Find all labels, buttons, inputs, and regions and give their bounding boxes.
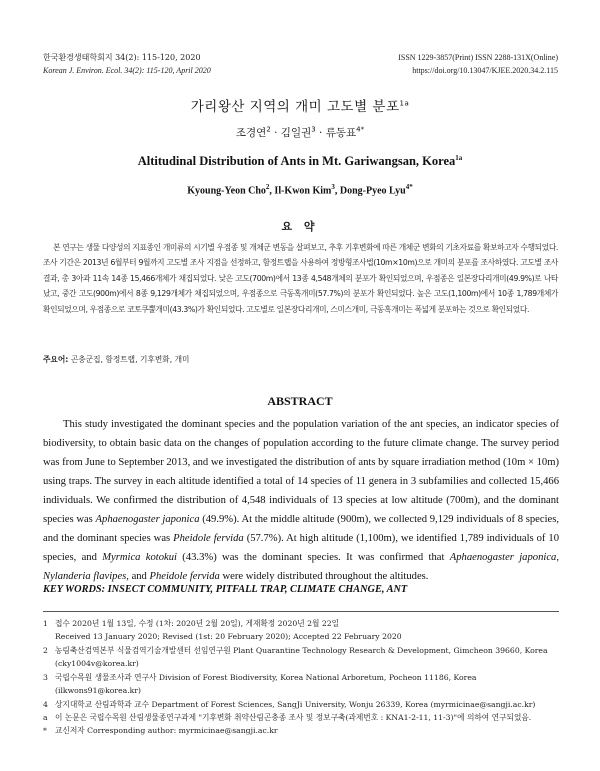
species-name: Aphaenogaster japonica <box>449 552 557 563</box>
species-name: Nylanderia flavipes <box>43 571 127 582</box>
author-separator: · <box>270 127 281 139</box>
author-separator: · <box>315 127 326 139</box>
author-en-2: Il-Kwon Kim <box>274 185 332 197</box>
footnote-marker: a <box>43 713 48 722</box>
footnote-4-affiliation: 상지대학교 산림과학과 교수 Department of Forest Sciences, SangJi University, Wonju 26339, Korea (myrmicinae@sangji.ac.kr) <box>55 700 536 709</box>
footnote-2-email[interactable]: (cky1004v@korea.kr) <box>55 659 139 668</box>
issn-line: ISSN 1229-3857(Print) ISSN 2288-131X(Online) <box>398 53 558 62</box>
species-name: Myrmica kotokui <box>102 552 177 563</box>
footnote-3 <box>43 671 559 697</box>
author-en-1: Kyoung-Yeon Cho <box>187 185 266 197</box>
footnote-3-email[interactable]: (ilkwons91@korea.kr) <box>55 686 142 695</box>
footnote-divider <box>43 611 559 612</box>
species-name: Pheidole fervida <box>149 571 220 582</box>
footnote-corresponding <box>43 724 559 737</box>
author-en-3: Dong-Pyeo Lyu <box>339 185 406 197</box>
footnote-marker: * <box>43 726 47 735</box>
korean-keywords-label: 주요어: <box>43 355 69 364</box>
footnote-2 <box>43 644 559 670</box>
author-ko-1-sup: 2 <box>266 125 271 134</box>
abstract-text: (43.3%) was the dominant species. It was confirmed that <box>176 552 450 563</box>
footnote-marker: 3 <box>43 673 48 682</box>
abstract-text: were widely distributed throughout the altitudes. <box>219 571 429 582</box>
korean-abstract-body: 본 연구는 생물 다양성의 지표종인 개미류의 시기별 우점종 및 개체군 변동을 살펴보고, 추후 기후변화에 따른 개체군 변화의 기초자료를 확보하고자 수행되었다. 조사 기간은 2013년 6월부터 9월까지 고도별 조사 지점을 선정하고, 함정트랩을 사용하여 정방형조사법(10m×10m)으로 개미의 분포를 조사하였다. 고도별 조사 결과, 총 3아과 11속 14종 15,466개체가 채집되었다. 낮은 고도(700m)에서 13종 4,548개체의 분포가 확인되었으며, 우점종은 일본장다리개미(49.9%)로 나타났고, 중간 고도(900m)에서 8종 9,129개체가 채집되었으며, 우점종으로 극동혹개미(57.7%)의 분포가 확인되었다. 높은 고도(1,100m)에서 10종 1,789개체가 확인되었으며, 우점종으로 코토쿠뿔개미(43.3%)가 확인되었다. 고도별로 일본장다리개미, 스미스개미, 극동혹개미는 폭넓게 분포하는 것으로 확인되었다. <box>43 243 558 314</box>
abstract-text: (57.7%). At high altitude (1,100m), we identified 1,789 individuals of 10 species, and <box>43 533 559 563</box>
author-en-2-sup: 3 <box>331 183 335 191</box>
author-ko-2: 김일권 <box>280 127 312 139</box>
footnote-1 <box>43 617 559 643</box>
author-ko-3: 류동표 <box>325 127 357 139</box>
english-abstract-body <box>43 415 559 586</box>
footnote-1-en: Received 13 January 2020; Revised (1st: 20 February 2020); Accepted 22 February 2020 <box>55 632 402 641</box>
korean-abstract-heading: 요 약 <box>281 220 319 233</box>
title-english-sup: 1a <box>455 154 463 162</box>
footnote-marker: 2 <box>43 646 48 655</box>
abstract-text: , <box>556 552 559 563</box>
footnote-1-ko: 접수 2020년 1월 13일, 수정 (1차: 2020년 2월 20일), 게재확정 2020년 2월 22일 <box>55 619 340 628</box>
footnote-2-affiliation: 농림축산검역본부 식물검역기술개발센터 선임연구원 Plant Quarantine Technology Research & Development, Gimcheon 39660, Korea <box>55 646 548 655</box>
title-english-text: Altitudinal Distribution of Ants in Mt. Gariwangsan, Korea <box>137 154 456 169</box>
author-ko-1: 조경연 <box>235 127 267 139</box>
author-ko-3-sup: 4* <box>356 125 365 134</box>
author-en-3-sup: 4* <box>405 183 413 191</box>
species-name: Pheidole fervida <box>173 533 244 544</box>
abstract-text: This study investigated the dominant species and the population variation of the ant species, an indicator species of biodiversity, to obtain basic data on the changes of population according to the future climate change. The survey period was from June to September 2013, and we investigated the distribution of ants by square irradiation method (10m × 10m) using traps. The survey in each altitude identified a total of 14 species of 11 genera in 3 subfamilies and collected 15,466 individuals. We confirmed the distribution of 4,548 individuals of 13 species at low altitude (700m), and the dominant species was <box>43 419 559 525</box>
title-korean-sup: 1a <box>399 99 410 108</box>
species-name: Aphaenogaster japonica <box>95 514 200 525</box>
journal-header-right <box>398 51 558 77</box>
footnote-a-funding: 이 논문은 국립수목원 산림생물종연구과제 "기후변화 취약산림곤충종 조사 및 정보구축(과제번호 : KNA1-2-11, 11-3)"에 의하여 연구되었음. <box>55 713 532 722</box>
authors-korean <box>0 125 600 140</box>
abstract-text: , and <box>126 571 150 582</box>
author-en-1-sup: 2 <box>265 183 270 191</box>
footnote-marker: 1 <box>43 619 48 628</box>
title-korean <box>0 95 600 115</box>
korean-keywords <box>43 354 558 365</box>
authors-english: Kyoung-Yeon Cho$^2$, Il-Kwon Kim$^3$, Dong-Pyeo Lyu$^{4*}$ <box>187 183 413 197</box>
title-english <box>0 154 600 169</box>
corresponding-author: 교신저자 Corresponding author: myrmicinae@sangji.ac.kr <box>55 726 278 735</box>
journal-citation-ko: 한국환경생태학회지 34(2): 115-120, 2020 <box>43 53 201 62</box>
footnote-marker: 4 <box>43 700 48 709</box>
author-ko-2-sup: 3 <box>311 125 316 134</box>
abstract-text: (49.9%). At the middle altitude (900m), we collected 9,129 individuals of 8 species, and the dominant species was <box>43 514 559 544</box>
footnote-a <box>43 711 559 724</box>
footnote-3-affiliation: 국립수목원 생물조사과 연구사 Division of Forest Biodiversity, Korea National Arboretum, Pocheon 11186, Korea <box>55 673 477 682</box>
footnote-4 <box>43 698 559 711</box>
abstract-heading: ABSTRACT <box>267 394 333 408</box>
english-keywords: KEY WORDS: INSECT COMMUNITY, PITFALL TRAP, CLIMATE CHANGE, ANT <box>43 584 408 595</box>
doi-link[interactable]: https://doi.org/10.13047/KJEE.2020.34.2.115 <box>412 66 558 75</box>
korean-keywords-list: 곤충군집, 함정트랩, 기후변화, 개미 <box>70 355 190 364</box>
journal-citation-en: Korean J. Environ. Ecol. 34(2): 115-120, April 2020 <box>43 66 211 75</box>
journal-header-left <box>43 51 211 77</box>
title-korean-text: 가리왕산 지역의 개미 고도별 분포 <box>190 99 400 115</box>
